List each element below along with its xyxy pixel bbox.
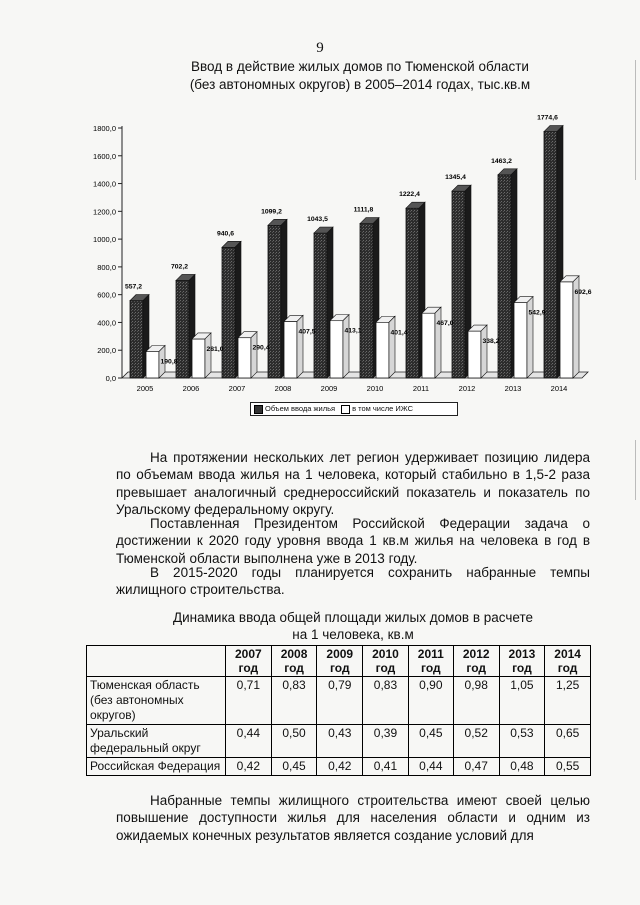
table-cell: 0,42 xyxy=(317,758,363,776)
table-cell: 0,41 xyxy=(363,758,409,776)
table-cell: 0,44 xyxy=(226,725,272,758)
bar-front xyxy=(376,322,389,378)
x-tick-label: 2009 xyxy=(320,384,338,393)
bar-front xyxy=(544,132,557,378)
table-cell: 1,25 xyxy=(545,677,591,725)
bar-front xyxy=(560,282,573,378)
table-cell: 0,43 xyxy=(317,725,363,758)
bar-front xyxy=(130,301,143,378)
bar-front xyxy=(422,313,435,378)
data-label: 1774,6 xyxy=(537,114,558,122)
x-tick-label: 2013 xyxy=(504,384,522,393)
paragraph-3: В 2015-2020 годы планируется сохранить набранные темпы жилищного строительства. xyxy=(116,565,590,598)
data-label: 338,2 xyxy=(482,338,500,346)
bar-front xyxy=(498,175,511,378)
table-title-line-1: Динамика ввода общей площади жилых домов в расчете xyxy=(172,610,534,625)
bar-side xyxy=(481,325,487,378)
bar-chart xyxy=(0,0,640,400)
housing-dynamics-table xyxy=(86,645,591,776)
table-header-cell: 2013 год xyxy=(499,646,545,677)
table-header-cell: 2012 год xyxy=(453,646,499,677)
bar-izhs xyxy=(422,307,441,378)
bar-side xyxy=(251,332,257,378)
table-corner-cell xyxy=(87,646,226,677)
data-label: 542,9 xyxy=(528,309,546,317)
bar-izhs xyxy=(468,325,487,378)
table-cell: 0,44 xyxy=(408,758,453,776)
bar-izhs xyxy=(238,332,257,378)
paragraph-1: На протяжении нескольких лет регион удерживает позицию лидера по объемам ввода жилья на 1 человека, который стабильно в 1,5-2 раза превышает аналогичный среднероссийский показатель и показатель по Уральскому федеральному округу. xyxy=(116,450,590,517)
table-cell: 0,79 xyxy=(317,677,363,725)
table-cell: 0,71 xyxy=(226,677,272,725)
x-tick-label: 2008 xyxy=(274,384,292,393)
table-header-cell: 2014 год xyxy=(545,646,591,677)
x-tick-label: 2007 xyxy=(228,384,246,393)
y-tick-label: 1400,0 xyxy=(93,179,116,189)
table-header-cell: 2011 год xyxy=(408,646,453,677)
table-cell: 0,52 xyxy=(453,725,499,758)
table-cell: 0,55 xyxy=(545,758,591,776)
bar-front xyxy=(192,339,205,378)
table-cell: 0,98 xyxy=(453,677,499,725)
data-label: 281,0 xyxy=(206,345,224,353)
chart-legend xyxy=(250,402,458,416)
bar-front xyxy=(314,233,327,378)
data-label: 290,4 xyxy=(252,344,270,352)
x-tick-label: 2006 xyxy=(182,384,200,393)
table-row xyxy=(87,677,591,725)
y-tick-label: 400,0 xyxy=(97,318,116,328)
data-label: 1099,2 xyxy=(261,208,282,216)
scan-edge-mark xyxy=(635,60,636,180)
table-title-line-2: на 1 человека, кв.м xyxy=(292,627,414,642)
x-tick-label: 2014 xyxy=(550,384,568,393)
table-cell: 0,83 xyxy=(271,677,317,725)
bar-side xyxy=(435,307,441,378)
table-cell: 0,50 xyxy=(271,725,317,758)
table-row xyxy=(87,725,591,758)
table-cell: 0,39 xyxy=(363,725,409,758)
table-cell: 0,48 xyxy=(499,758,545,776)
table-header-cell: 2010 год xyxy=(363,646,409,677)
bar-front xyxy=(284,321,297,378)
bar-izhs xyxy=(284,315,303,378)
table-header-cell: 2009 год xyxy=(317,646,363,677)
x-tick-label: 2005 xyxy=(136,384,154,393)
scan-edge-mark xyxy=(635,440,636,500)
table-header-row xyxy=(87,646,591,677)
bar-front xyxy=(360,224,373,378)
y-tick-label: 1800,0 xyxy=(93,124,116,133)
data-label: 407,5 xyxy=(298,328,316,336)
row-label: Уральский федеральный округ xyxy=(87,725,226,758)
y-tick-label: 600,0 xyxy=(97,290,116,300)
y-tick-label: 1000,0 xyxy=(93,235,116,245)
data-label: 1463,2 xyxy=(491,157,512,165)
x-tick-label: 2010 xyxy=(366,384,384,393)
row-label: Тюменская область (без автономных округов) xyxy=(87,677,226,725)
table-cell: 0,47 xyxy=(453,758,499,776)
data-label: 940,6 xyxy=(216,230,235,238)
page-number: 9 xyxy=(316,40,324,56)
legend-label-total: Объем ввода жилья xyxy=(265,404,336,414)
data-label: 467,0 xyxy=(436,320,454,328)
table-cell: 0,65 xyxy=(545,725,591,758)
bar-front xyxy=(238,338,251,378)
bar-izhs xyxy=(376,316,395,378)
table-header-cell: 2007 год xyxy=(226,646,272,677)
table-cell: 0,53 xyxy=(499,725,545,758)
table-cell: 0,42 xyxy=(226,758,272,776)
data-label: 702,2 xyxy=(170,263,189,271)
bar-izhs xyxy=(192,333,211,378)
y-tick-label: 800,0 xyxy=(97,262,116,272)
legend-label-izhs: в том числе ИЖС xyxy=(352,404,414,414)
data-label: 1345,4 xyxy=(445,174,466,182)
bar-side xyxy=(343,315,349,378)
bar-front xyxy=(468,331,481,378)
table-cell: 1,05 xyxy=(499,677,545,725)
table-cell: 0,45 xyxy=(271,758,317,776)
bar-front xyxy=(146,352,159,379)
table-cell: 0,83 xyxy=(363,677,409,725)
bar-side xyxy=(389,316,395,378)
bar-front xyxy=(452,191,465,378)
y-tick-label: 200,0 xyxy=(97,346,116,356)
bar-front xyxy=(330,321,343,378)
table-row xyxy=(87,758,591,776)
legend-swatch-light xyxy=(341,405,350,414)
data-label: 1222,4 xyxy=(399,191,420,199)
y-tick-label: 1200,0 xyxy=(93,207,116,217)
data-label: 692,6 xyxy=(574,288,592,296)
bar-side xyxy=(205,333,211,378)
data-label: 190,8 xyxy=(160,358,178,366)
table-cell: 0,45 xyxy=(408,725,453,758)
bar-front xyxy=(222,247,235,378)
legend-item-total xyxy=(254,404,335,414)
bar-front xyxy=(268,225,281,378)
x-tick-label: 2012 xyxy=(458,384,476,393)
x-tick-label: 2011 xyxy=(412,384,430,393)
chart-title-line-1: Ввод в действие жилых домов по Тюменской области xyxy=(191,59,529,74)
data-label: 1043,5 xyxy=(307,216,328,224)
y-tick-label: 1600,0 xyxy=(93,151,116,161)
table-cell: 0,90 xyxy=(408,677,453,725)
paragraph-bottom: Набранные темпы жилищного строительства имеют своей целью повышение доступности жилья для населения области и одним из ожидаемых конечных результатов является создание условий для xyxy=(116,793,590,843)
table-header-cell: 2008 год xyxy=(271,646,317,677)
data-label: 1111,8 xyxy=(353,206,374,214)
legend-swatch-dark xyxy=(254,405,263,414)
bar-front xyxy=(406,208,419,378)
bar-izhs xyxy=(330,315,349,378)
bar-side xyxy=(297,315,303,378)
data-label: 413,1 xyxy=(344,327,362,335)
y-tick-label: 0,0 xyxy=(105,374,116,383)
bar-front xyxy=(514,303,527,378)
paragraph-2: Поставленная Президентом Российской Федерации задача о достижении к 2020 году уровня ввода 1 кв.м жилья на человека в год в Тюменской области выполнена уже в 2013 году. xyxy=(116,516,590,566)
data-label: 557,2 xyxy=(124,283,143,291)
row-label: Российская Федерация xyxy=(87,758,226,776)
data-label: 401,4 xyxy=(390,329,408,337)
table-title xyxy=(116,609,590,643)
chart-title-line-2: (без автономных округов) в 2005–2014 годах, тыс.кв.м xyxy=(189,77,531,92)
legend-item-izhs xyxy=(341,404,413,414)
bar-front xyxy=(176,280,189,378)
